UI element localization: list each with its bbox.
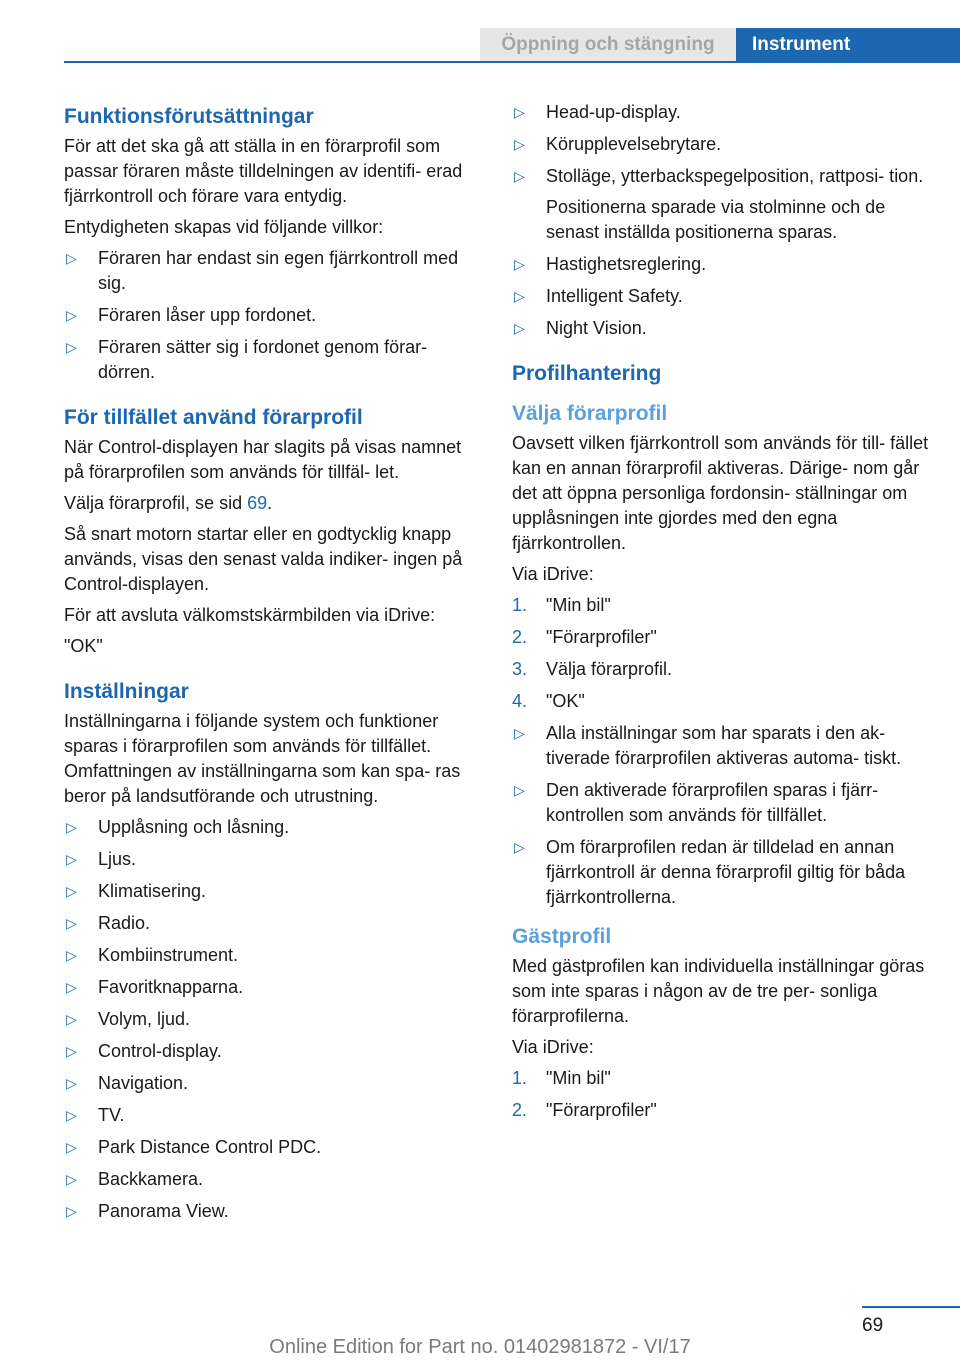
settings-list-continued [512, 100, 932, 341]
step-number: 1. [512, 1068, 528, 1088]
steps-list [512, 593, 932, 714]
triangle-bullet-icon: ▷ [66, 1043, 77, 1059]
triangle-bullet-icon: ▷ [66, 1171, 77, 1187]
triangle-bullet-icon: ▷ [66, 979, 77, 995]
heading-funktionsforutsattningar: Funktionsförutsättningar [64, 105, 314, 128]
list-item: ▷ Föraren sätter sig i fordonet genom förar- dörren. [66, 337, 428, 382]
triangle-bullet-icon: ▷ [514, 320, 525, 336]
triangle-bullet-icon: ▷ [66, 915, 77, 931]
conditions-list [64, 246, 484, 385]
triangle-bullet-icon: ▷ [66, 1011, 77, 1027]
triangle-bullet-icon: ▷ [514, 136, 525, 152]
paragraph: När Control-displayen har slagits på visas namnet på förarprofilen som används för tillfäl- let. [64, 437, 462, 482]
list-item: ▷ Navigation. [64, 1071, 484, 1096]
list-item: ▷ Klimatisering. [64, 879, 484, 904]
triangle-bullet-icon: ▷ [514, 782, 525, 798]
triangle-bullet-icon: ▷ [66, 1139, 77, 1155]
list-item: ▷ Kombiinstrument. [64, 943, 484, 968]
list-item: ▷ Radio. [64, 911, 484, 936]
list-item: 1. "Min bil" [512, 1066, 932, 1091]
paragraph: Via iDrive: [512, 1037, 594, 1057]
list-item: ▷ Park Distance Control PDC. [64, 1135, 484, 1160]
list-item: ▷ Head-up-display. [512, 100, 932, 125]
list-item: ▷ Föraren har endast sin egen fjärrkontroll med sig. [66, 248, 459, 293]
triangle-bullet-icon: ▷ [66, 883, 77, 899]
list-item: ▷ Favoritknapparna. [64, 975, 484, 1000]
step-number: 1. [512, 595, 528, 615]
step-number: 3. [512, 659, 528, 679]
paragraph: För att det ska gå att ställa in en förarprofil som passar föraren måste tilldelningen av identifi- erad fjärrkontroll och förare vara entydig. [64, 136, 463, 206]
list-item: 3. Välja förarprofil. [512, 657, 932, 682]
heading-installningar: Inställningar [64, 680, 189, 703]
paragraph: Via iDrive: [512, 564, 594, 584]
edition-footer: Online Edition for Part no. 01402981872 - VI/17 [269, 1336, 691, 1358]
settings-list [64, 815, 484, 1224]
list-item: ▷ Stolläge, ytterbackspegelposition, rattposi- tion. Positionerna sparade via stolminne och de senast inställda positionerna sparas. [512, 164, 932, 245]
list-item: ▷ Control-display. [64, 1039, 484, 1064]
list-item: ▷ Night Vision. [512, 316, 932, 341]
list-item: ▷ Intelligent Safety. [512, 284, 932, 309]
list-item: ▷ Panorama View. [64, 1199, 484, 1224]
paragraph: Med gästprofilen kan individuella inställningar göras som inte sparas i någon av de tre per- sonliga förarprofilerna. [512, 956, 925, 1026]
paragraph: Entydigheten skapas vid följande villkor: [64, 217, 384, 237]
right-column [512, 100, 932, 1130]
triangle-bullet-icon: ▷ [514, 256, 525, 272]
paragraph-page-ref: Välja förarprofil, se sid 69. [64, 493, 273, 513]
list-item: ▷ Alla inställningar som har sparats i den ak- tiverade förarprofilen aktiveras automa- tiskt. [514, 723, 902, 768]
triangle-bullet-icon: ▷ [514, 288, 525, 304]
list-item: 1. "Min bil" [512, 593, 932, 618]
list-item: ▷ TV. [64, 1103, 484, 1128]
header-rule [64, 61, 960, 63]
page-number: 69 [862, 1315, 884, 1336]
triangle-bullet-icon: ▷ [66, 819, 77, 835]
paragraph: Så snart motorn startar eller en godtycklig knapp används, visas den senast valda indiker- ingen på Control-displayen. [64, 524, 463, 594]
list-item: ▷ Ljus. [64, 847, 484, 872]
list-item: ▷ Hastighetsreglering. [512, 252, 932, 277]
heading-for-tillfallet: För tillfället använd förarprofil [64, 406, 363, 429]
triangle-bullet-icon: ▷ [66, 307, 77, 323]
list-item: 2. "Förarprofiler" [512, 1098, 932, 1123]
notes-list [512, 721, 932, 910]
triangle-bullet-icon: ▷ [66, 1203, 77, 1219]
list-item: ▷ Volym, ljud. [64, 1007, 484, 1032]
subheading-gastprofil: Gästprofil [512, 925, 612, 948]
triangle-bullet-icon: ▷ [514, 725, 525, 741]
section-tab: Öppning och stängning [480, 28, 736, 61]
triangle-bullet-icon: ▷ [66, 250, 77, 266]
triangle-bullet-icon: ▷ [66, 947, 77, 963]
list-item-note: Positionerna sparade via stolminne och de senast inställda positionerna sparas. [546, 197, 886, 242]
step-number: 2. [512, 627, 528, 647]
list-item: ▷ Om förarprofilen redan är tilldelad en annan fjärrkontroll är denna förarprofil giltig för båda fjärrkontrollerna. [514, 837, 906, 907]
page-reference-link[interactable]: 69 [247, 493, 268, 513]
footer-rule [862, 1306, 960, 1308]
list-item: 4. "OK" [512, 689, 932, 714]
paragraph: Inställningarna i följande system och funktioner sparas i förarprofilen som används för tillfället. Omfattningen av inställningarna som kan spa- ras beror på landsutförande och utrustning. [64, 711, 461, 806]
list-item: ▷ Körupplevelsebrytare. [512, 132, 932, 157]
left-column [64, 100, 484, 1231]
step-number: 2. [512, 1100, 528, 1120]
triangle-bullet-icon: ▷ [514, 839, 525, 855]
triangle-bullet-icon: ▷ [514, 168, 525, 184]
triangle-bullet-icon: ▷ [66, 339, 77, 355]
subheading-valja-forarprofil: Välja förarprofil [512, 402, 668, 425]
triangle-bullet-icon: ▷ [66, 1107, 77, 1123]
steps-list [512, 1066, 932, 1123]
triangle-bullet-icon: ▷ [66, 1075, 77, 1091]
triangle-bullet-icon: ▷ [514, 104, 525, 120]
paragraph: För att avsluta välkomstskärmbilden via iDrive: [64, 605, 436, 625]
paragraph: "OK" [64, 636, 103, 656]
paragraph: Oavsett vilken fjärrkontroll som används för till- fället kan en annan förarprofil aktiveras. Därige- nom går det att öppna personliga fordonsin- ställningar om upplåsningen inte gjordes med den egna fjärrkontrollen. [512, 433, 929, 553]
step-number: 4. [512, 691, 528, 711]
list-item: 2. "Förarprofiler" [512, 625, 932, 650]
triangle-bullet-icon: ▷ [66, 851, 77, 867]
chapter-tab: Instrument [736, 28, 960, 61]
list-item: ▷ Upplåsning och låsning. [64, 815, 484, 840]
list-item: ▷ Den aktiverade förarprofilen sparas i fjärr- kontrollen som används för tillfället. [514, 780, 879, 825]
list-item: ▷ Föraren låser upp fordonet. [64, 303, 484, 328]
list-item: ▷ Backkamera. [64, 1167, 484, 1192]
heading-profilhantering: Profilhantering [512, 362, 662, 385]
